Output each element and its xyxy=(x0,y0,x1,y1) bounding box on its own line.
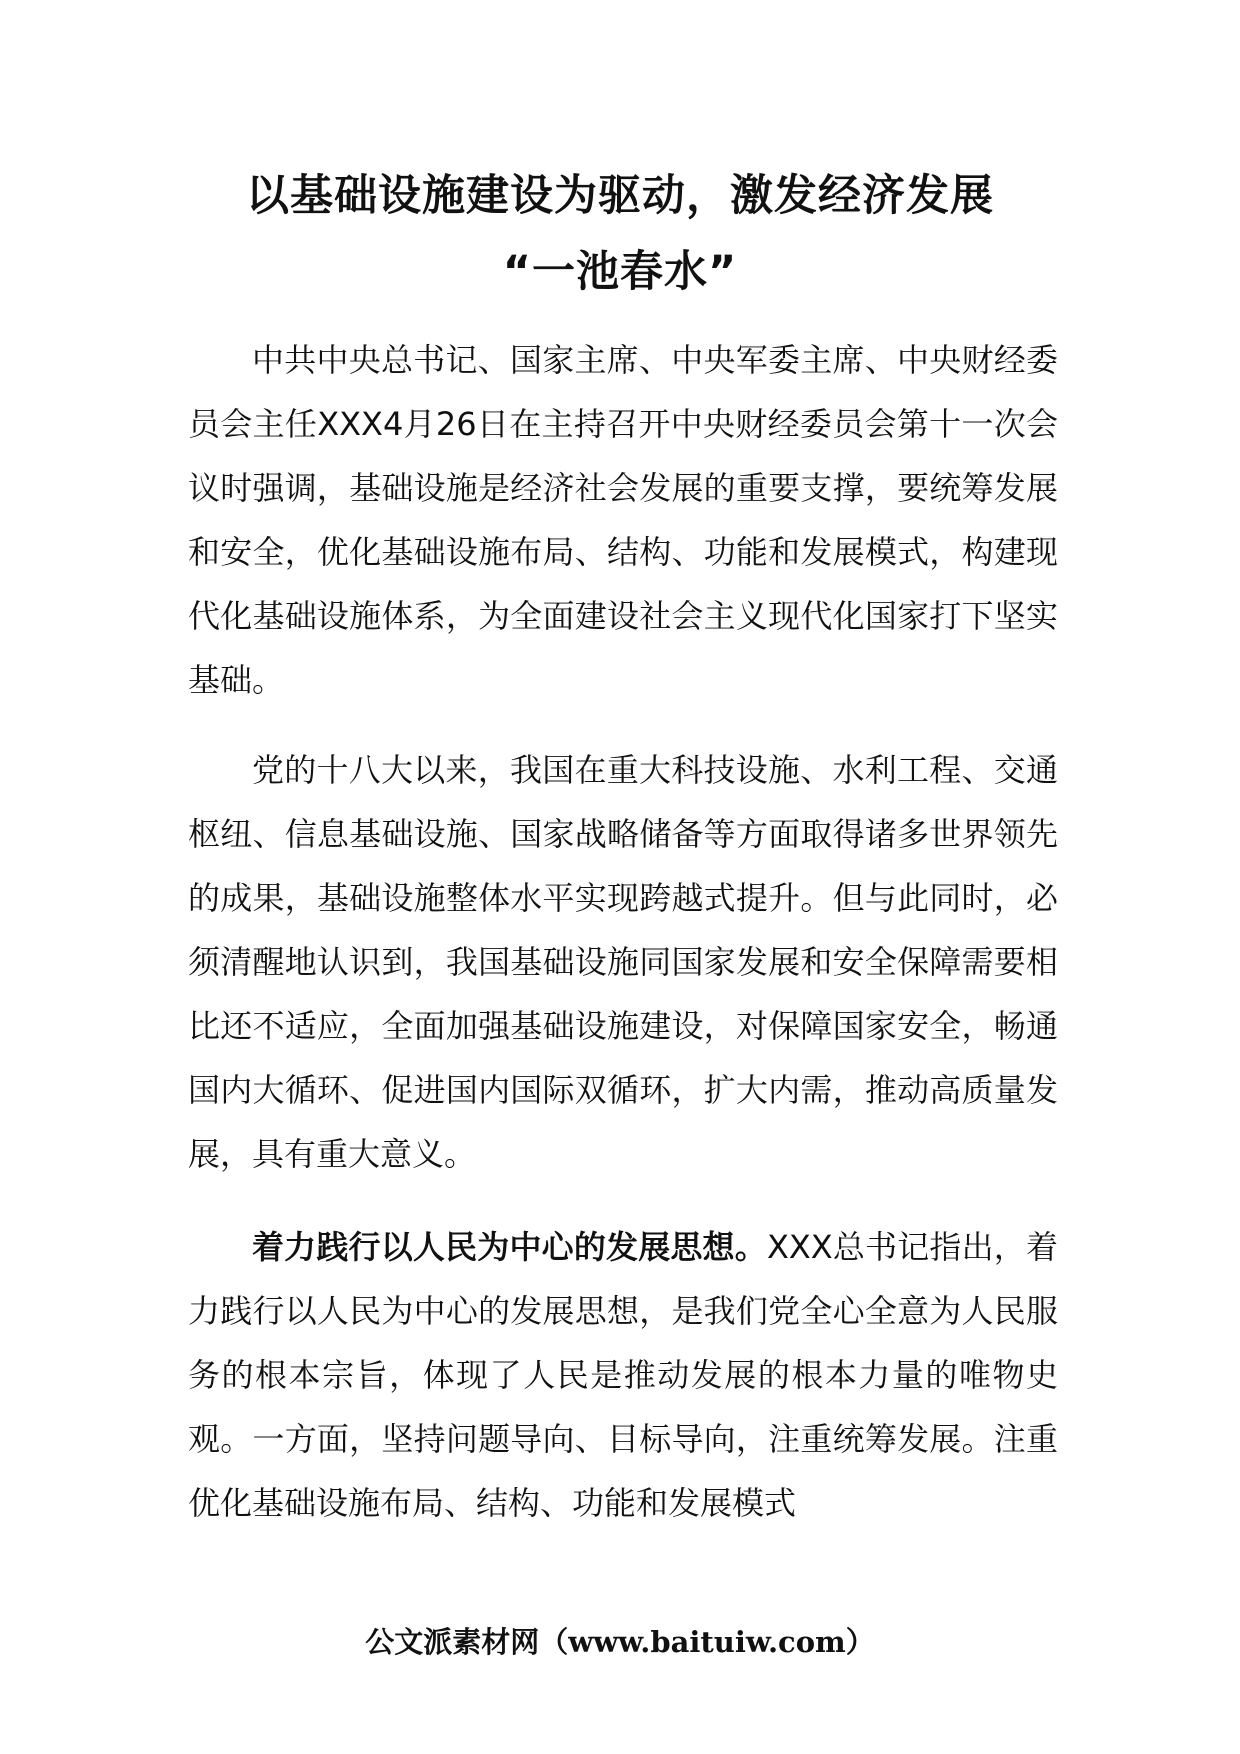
paragraph-bold-lead: 着力践行以人民为中心的发展思想。 xyxy=(252,1228,767,1266)
document-title-line-1: 以基础设施建设为驱动，激发经济发展 xyxy=(246,171,994,221)
paragraph-text: XXX总书记指出，着力践行以人民为中心的发展思想，是我们党全心全意为人民服务的根本宗旨，体现了人民是推动发展的根本力量的唯物史观。一方面，坚持问题导向、目标导向，注重统筹发展。注重优化基础设施布局、结构、功能和发展模式 xyxy=(188,1228,1058,1522)
paragraph-text: 中共中央总书记、国家主席、中央军委主席、中央财经委员会主任XXX4月26日在主持召开中央财经委员会第十一次会议时强调，基础设施是经济社会发展的重要支撑，要统筹发展和安全，优化基础设施布局、结构、功能和发展模式，构建现代化基础设施体系，为全面建设社会主义现代化国家打下坚实基础。 xyxy=(188,341,1058,699)
body-paragraph-1 xyxy=(188,328,1058,712)
footer-source-line: 公文派素材网（www.baituiw.com） xyxy=(365,1625,875,1659)
document-title-line-2: “一池春水” xyxy=(502,247,738,297)
paragraph-text: 党的十八大以来，我国在重大科技设施、水利工程、交通枢纽、信息基础设施、国家战略储备等方面取得诸多世界领先的成果，基础设施整体水平实现跨越式提升。但与此同时，必须清醒地认识到，我国基础设施同国家发展和安全保障需要相比还不适应，全面加强基础设施建设，对保障国家安全，畅通国内大循环、促进国内国际双循环，扩大内需，推动高质量发展，具有重大意义。 xyxy=(188,751,1058,1173)
body-paragraph-3 xyxy=(188,1215,1058,1535)
body-paragraph-2 xyxy=(188,738,1058,1186)
